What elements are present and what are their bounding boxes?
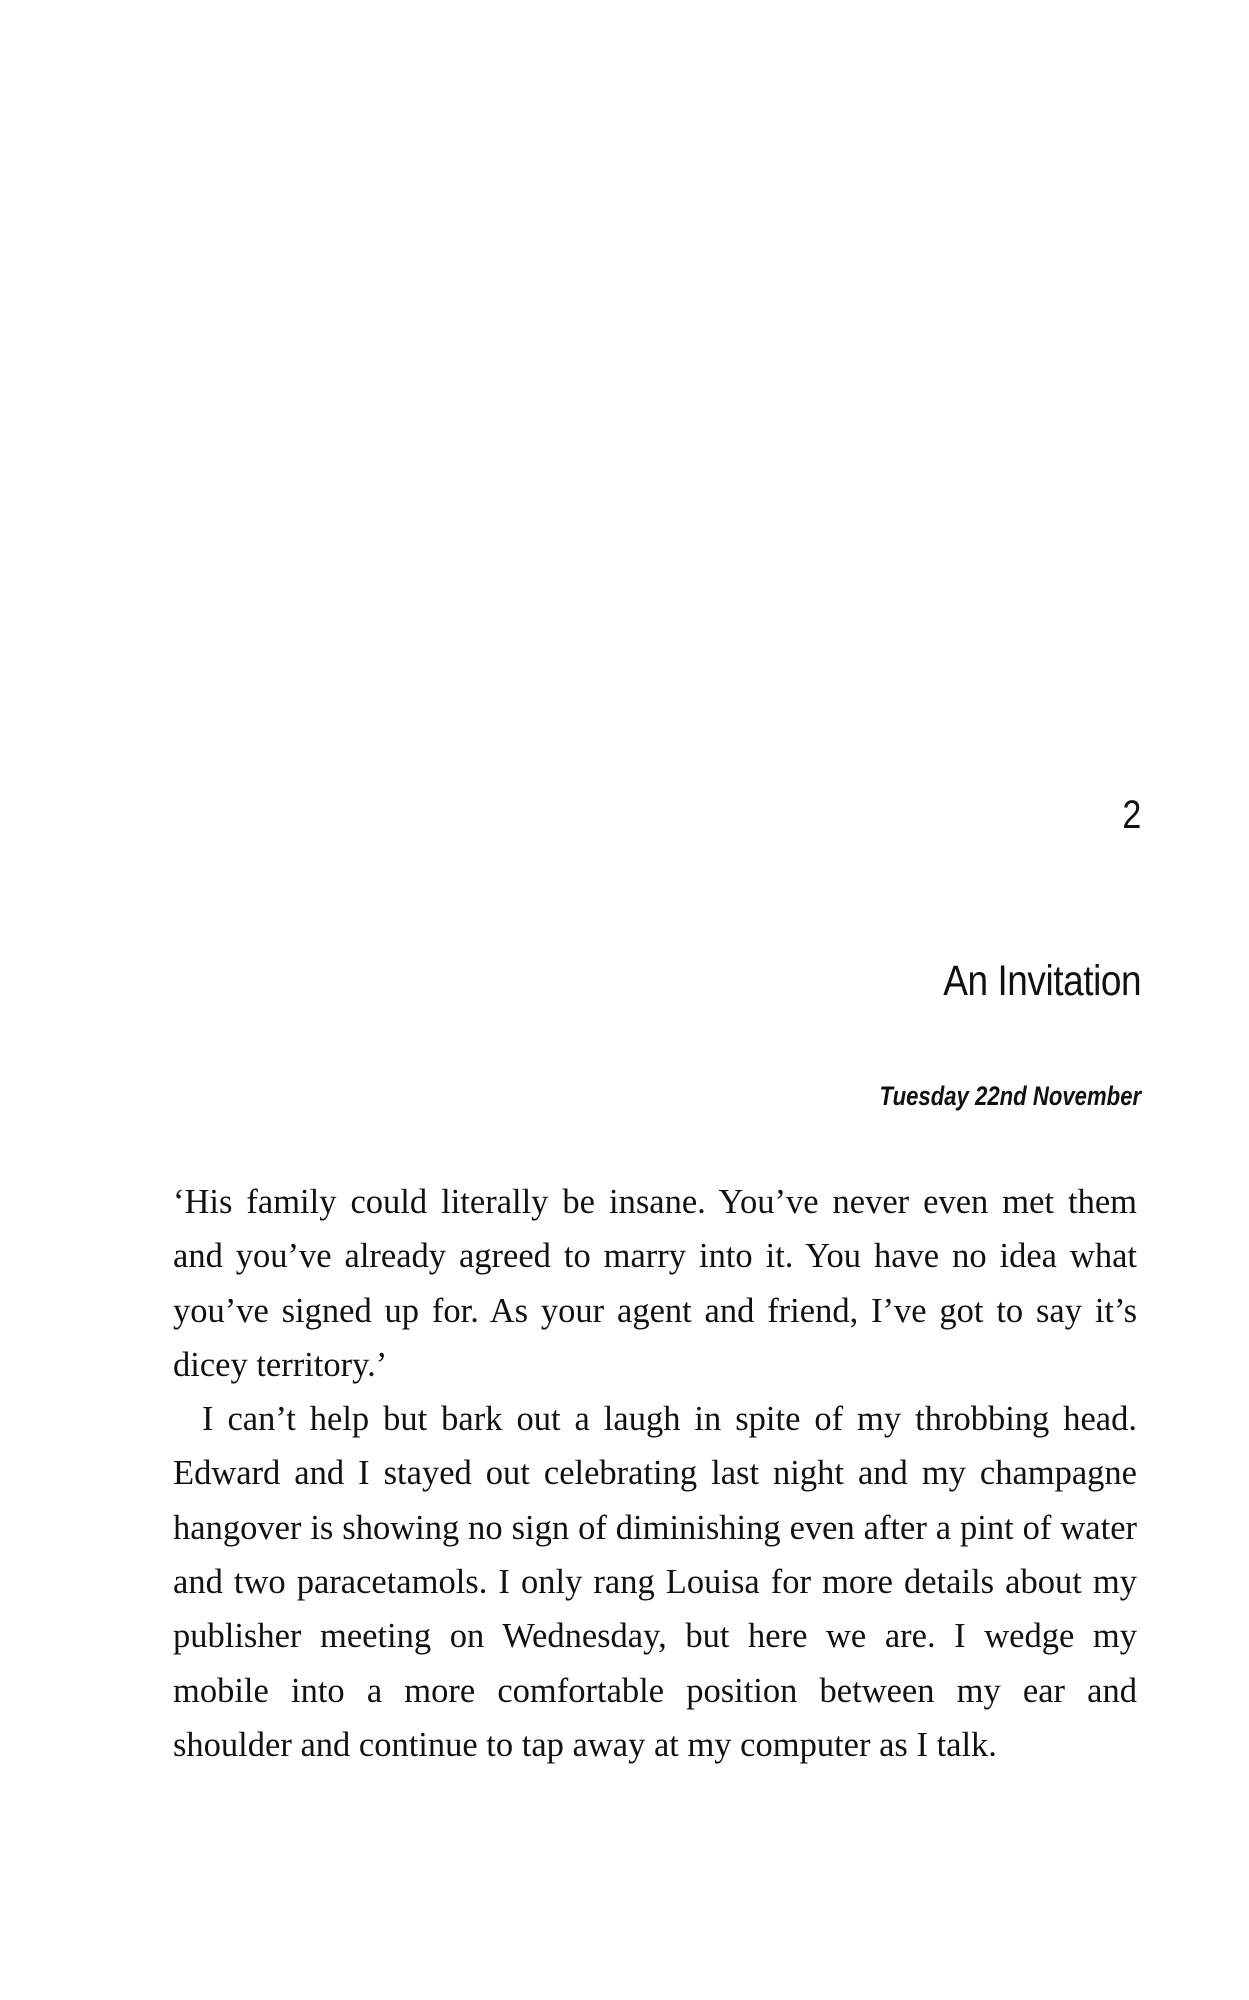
chapter-date: Tuesday 22nd November: [879, 1081, 1141, 1111]
body-text: [173, 1175, 1137, 1772]
chapter-number: 2: [1122, 793, 1141, 837]
paragraph-2: I can’t help but bark out a laugh in spite of my throbbing head. Edward and I stayed out celebrating last night and my champagne hangover is showing no sign of diminishing even after a pint of water and two paracetamols. I only rang Louisa for more details about my publisher meeting on Wednesday, but here we are. I wedge my mobile into a more comfortable position between my ear and shoulder and continue to tap away at my computer as I talk.: [173, 1400, 1137, 1764]
paragraph-1: ‘His family could literally be insane. You’ve never even met them and you’ve already agreed to marry into it. You have no idea what you’ve signed up for. As your agent and friend, I’ve got to say it’s dicey territory.’: [173, 1183, 1137, 1384]
chapter-title: An Invitation: [943, 957, 1141, 1005]
